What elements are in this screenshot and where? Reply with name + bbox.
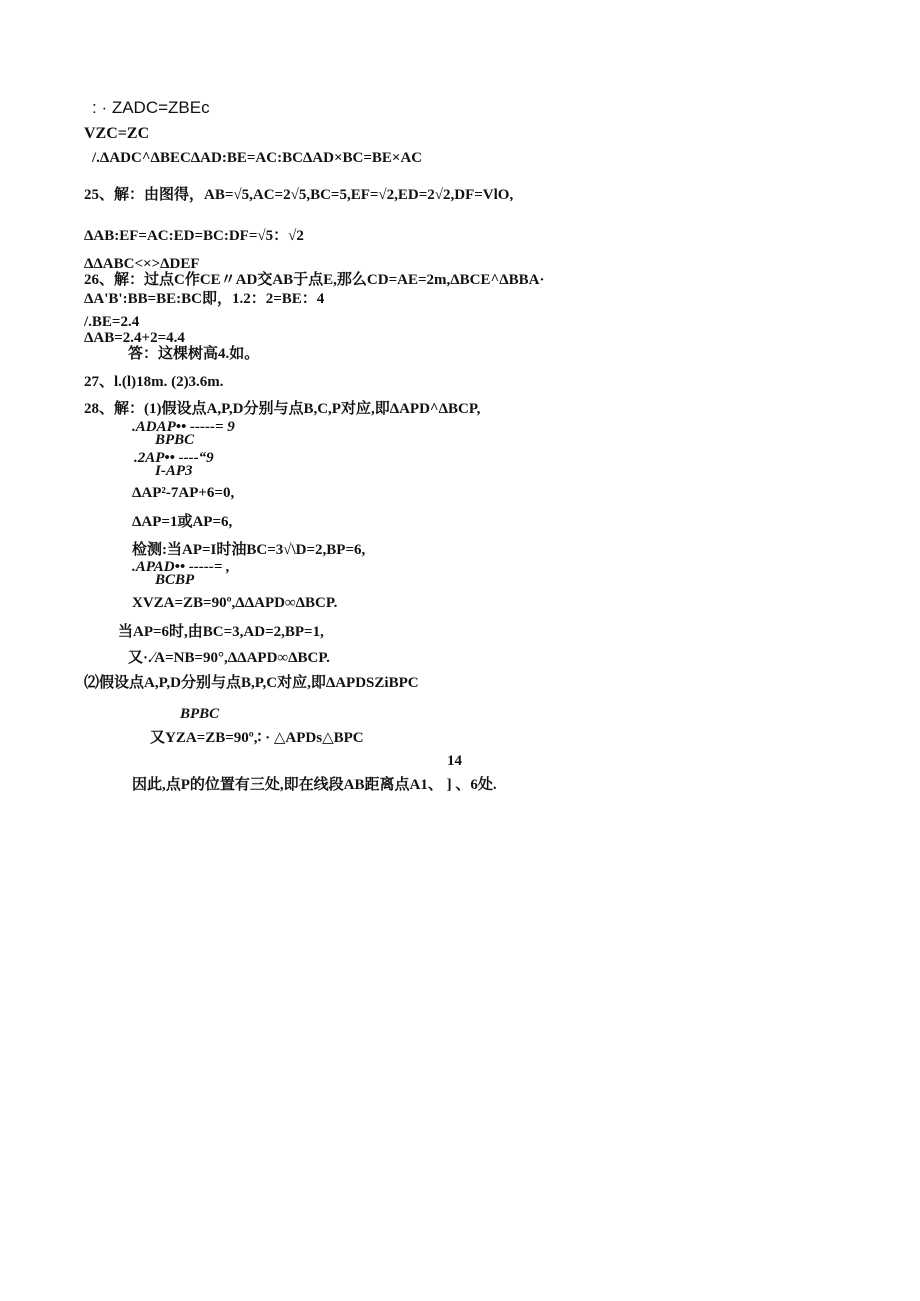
line-7: 26、解：过点C作CE〃AD交AB于点E,那么CD=AE=2m,ΔBCE^ΔBBA· bbox=[84, 272, 545, 288]
line-1: : · ZADC=ZBEc bbox=[92, 98, 210, 117]
line-10: ΔAB=2.4+2=4.4 bbox=[84, 330, 185, 346]
line-27: BPBC bbox=[180, 706, 220, 722]
line-3: /.ΔADC^ΔBECΔAD:BE=AC:BCΔAD×BC=BE×AC bbox=[92, 150, 423, 166]
line-4: 25、解：由图得，AB=√5,AC=2√5,BC=5,EF=√2,ED=2√2,DF=VlO, bbox=[84, 187, 514, 203]
line-16: .2AP•• ----“9 bbox=[134, 450, 214, 466]
line-11: 答：这棵树高4.如。 bbox=[128, 346, 260, 362]
line-18: ΔAP²-7AP+6=0, bbox=[132, 485, 235, 501]
line-19: ΔAP=1或AP=6, bbox=[132, 514, 233, 530]
line-23: XVZA=ZB=90º,ΔΔAPD∞ΔBCP. bbox=[132, 595, 338, 611]
line-8: ΔA'B':BB=BE:BC即，1.2：2=BE：4 bbox=[84, 291, 325, 307]
line-30: 因此,点P的位置有三处,即在线段AB距离点A1、 ] 、6处. bbox=[132, 777, 497, 793]
line-20: 检测:当AP=I时油BC=3√\D=2,BP=6, bbox=[132, 542, 366, 558]
line-25: 又·.∕A=NB=90°,ΔΔAPD∞ΔBCP. bbox=[128, 650, 330, 666]
line-13: 28、解：(1)假设点A,P,D分别与点B,C,P对应,即ΔAPD^ΔBCP, bbox=[84, 401, 481, 417]
line-2: VZC=ZC bbox=[84, 125, 150, 142]
line-15: BPBC bbox=[155, 432, 195, 448]
line-22: BCBP bbox=[155, 572, 195, 588]
line-12: 27、l.(l)18m. (2)3.6m. bbox=[84, 374, 224, 390]
line-28: 又YZA=ZB=90º,∶ · △APDs△BPC bbox=[150, 730, 364, 746]
line-21: .APAD•• -----= , bbox=[132, 559, 230, 575]
line-5: ΔAB:EF=AC:ED=BC:DF=√5：√2 bbox=[84, 228, 304, 244]
line-24: 当AP=6时,由BC=3,AD=2,BP=1, bbox=[118, 624, 324, 640]
page-number: 14 bbox=[447, 753, 462, 769]
line-26: ⑵假设点A,P,D分别与点B,P,C对应,即ΔAPDSZiBPC bbox=[84, 675, 419, 691]
line-14: .ADAP•• -----= 9 bbox=[132, 419, 235, 435]
line-6: ΔΔABC<×>ΔDEF bbox=[84, 256, 200, 272]
line-17: I-AP3 bbox=[155, 463, 193, 479]
line-9: /.BE=2.4 bbox=[84, 314, 140, 330]
